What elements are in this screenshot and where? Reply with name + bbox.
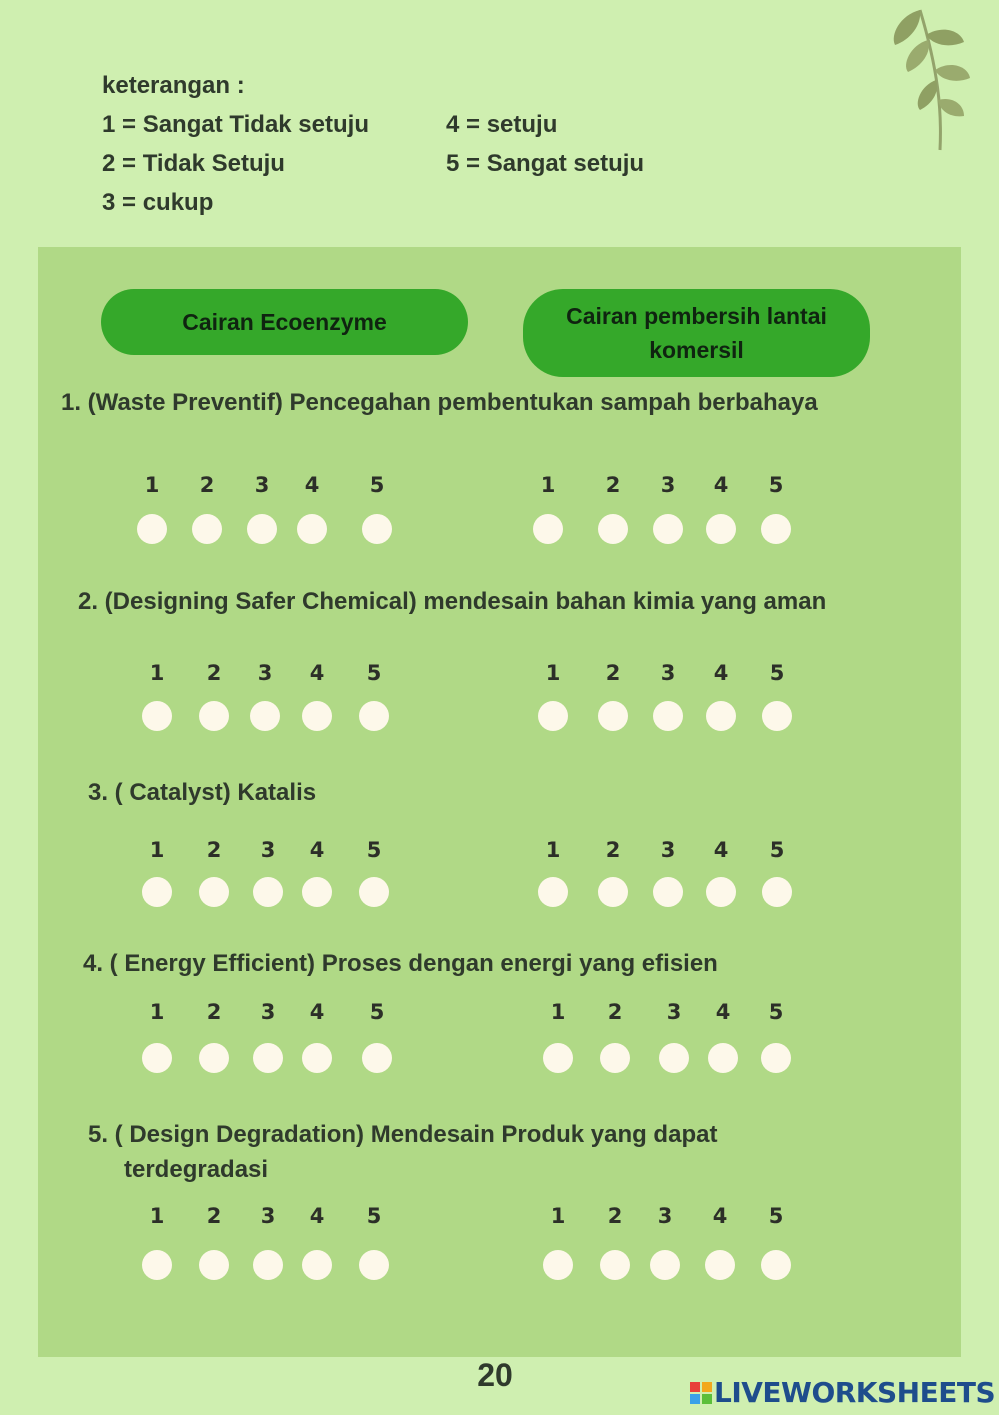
question-5: 5. ( Design Degradation) Mendesain Produk yang dapat	[88, 1121, 718, 1148]
scale-label: 5	[768, 473, 784, 497]
rating-radio-q3-left-2[interactable]	[199, 877, 229, 907]
scale-label: 4	[713, 473, 729, 497]
rating-radio-q4-right-3[interactable]	[659, 1043, 689, 1073]
scale-label: 4	[713, 661, 729, 685]
scale-label: 5	[769, 661, 785, 685]
rating-radio-q5-right-5[interactable]	[761, 1250, 791, 1280]
scale-label: 4	[712, 1204, 728, 1228]
column-header-commercial-cleaner: Cairan pembersih lantai komersil	[523, 289, 870, 377]
scale-label: 1	[149, 838, 165, 862]
scale-label: 4	[309, 1204, 325, 1228]
rating-radio-q3-left-3[interactable]	[253, 877, 283, 907]
scale-label: 1	[149, 661, 165, 685]
liveworksheets-logo-icon	[690, 1382, 712, 1404]
rating-radio-q5-right-3[interactable]	[650, 1250, 680, 1280]
scale-label: 4	[713, 838, 729, 862]
rating-radio-q5-left-5[interactable]	[359, 1250, 389, 1280]
scale-label: 5	[366, 838, 382, 862]
rating-radio-q2-right-1[interactable]	[538, 701, 568, 731]
scale-label: 4	[715, 1000, 731, 1024]
scale-label: 2	[607, 1204, 623, 1228]
rating-radio-q5-right-1[interactable]	[543, 1250, 573, 1280]
rating-radio-q5-right-2[interactable]	[600, 1250, 630, 1280]
scale-label: 1	[149, 1204, 165, 1228]
scale-label: 3	[660, 661, 676, 685]
scale-label: 1	[144, 473, 160, 497]
rating-radio-q3-right-2[interactable]	[598, 877, 628, 907]
rating-radio-q1-right-4[interactable]	[706, 514, 736, 544]
scale-label: 3	[260, 1204, 276, 1228]
scale-label: 1	[550, 1204, 566, 1228]
rating-radio-q4-right-5[interactable]	[761, 1043, 791, 1073]
rating-radio-q1-right-5[interactable]	[761, 514, 791, 544]
scale-label: 1	[545, 661, 561, 685]
rating-radio-q3-right-5[interactable]	[762, 877, 792, 907]
question-3: 3. ( Catalyst) Katalis	[88, 779, 317, 806]
scale-label: 2	[605, 838, 621, 862]
rating-radio-q2-left-4[interactable]	[302, 701, 332, 731]
scale-label: 3	[666, 1000, 682, 1024]
rating-radio-q3-right-3[interactable]	[653, 877, 683, 907]
legend-item: 1 = Sangat Tidak setuju	[102, 111, 369, 138]
scale-label: 3	[260, 1000, 276, 1024]
rating-radio-q4-right-2[interactable]	[600, 1043, 630, 1073]
legend-item: 2 = Tidak Setuju	[102, 150, 285, 177]
scale-label: 1	[545, 838, 561, 862]
scale-label: 5	[366, 1204, 382, 1228]
column-header-ecoenzyme: Cairan Ecoenzyme	[101, 289, 468, 355]
rating-radio-q4-right-1[interactable]	[543, 1043, 573, 1073]
rating-radio-q5-right-4[interactable]	[705, 1250, 735, 1280]
scale-label: 5	[369, 1000, 385, 1024]
scale-label: 3	[657, 1204, 673, 1228]
scale-label: 2	[206, 1204, 222, 1228]
rating-radio-q3-left-4[interactable]	[302, 877, 332, 907]
scale-label: 3	[254, 473, 270, 497]
scale-label: 2	[206, 1000, 222, 1024]
rating-radio-q2-left-5[interactable]	[359, 701, 389, 731]
rating-radio-q5-left-1[interactable]	[142, 1250, 172, 1280]
scale-label: 4	[309, 1000, 325, 1024]
question-4: 4. ( Energy Efficient) Proses dengan energi yang efisien	[83, 950, 718, 977]
scale-label: 5	[369, 473, 385, 497]
rating-radio-q1-left-1[interactable]	[137, 514, 167, 544]
scale-label: 4	[309, 838, 325, 862]
rating-radio-q5-left-4[interactable]	[302, 1250, 332, 1280]
rating-radio-q3-left-5[interactable]	[359, 877, 389, 907]
scale-label: 5	[366, 661, 382, 685]
scale-label: 3	[660, 473, 676, 497]
rating-radio-q4-left-2[interactable]	[199, 1043, 229, 1073]
liveworksheets-logo	[690, 1376, 995, 1409]
scale-label: 2	[607, 1000, 623, 1024]
rating-radio-q1-left-3[interactable]	[247, 514, 277, 544]
rating-radio-q1-left-2[interactable]	[192, 514, 222, 544]
page-number: 20	[477, 1357, 513, 1393]
leaf-branch-icon	[880, 0, 980, 160]
rating-radio-q2-right-5[interactable]	[762, 701, 792, 731]
rating-radio-q4-right-4[interactable]	[708, 1043, 738, 1073]
scale-label: 2	[199, 473, 215, 497]
rating-radio-q3-right-4[interactable]	[706, 877, 736, 907]
brand-text: LIVEWORKSHEETS	[714, 1376, 996, 1409]
scale-label: 2	[206, 661, 222, 685]
rating-radio-q2-right-2[interactable]	[598, 701, 628, 731]
rating-radio-q2-left-3[interactable]	[250, 701, 280, 731]
scale-label: 2	[605, 473, 621, 497]
rating-radio-q1-right-3[interactable]	[653, 514, 683, 544]
legend-item: 3 = cukup	[102, 189, 214, 216]
rating-radio-q2-right-3[interactable]	[653, 701, 683, 731]
rating-radio-q1-left-5[interactable]	[362, 514, 392, 544]
rating-radio-q4-left-3[interactable]	[253, 1043, 283, 1073]
rating-radio-q5-left-3[interactable]	[253, 1250, 283, 1280]
legend-item: 5 = Sangat setuju	[446, 150, 645, 177]
rating-radio-q4-left-5[interactable]	[362, 1043, 392, 1073]
legend-item: 4 = setuju	[446, 111, 558, 138]
rating-radio-q3-left-1[interactable]	[142, 877, 172, 907]
rating-radio-q4-left-1[interactable]	[142, 1043, 172, 1073]
scale-label: 4	[309, 661, 325, 685]
rating-radio-q1-left-4[interactable]	[297, 514, 327, 544]
scale-label: 5	[768, 1204, 784, 1228]
scale-label: 1	[540, 473, 556, 497]
scale-label: 4	[304, 473, 320, 497]
scale-label: 2	[206, 838, 222, 862]
question-5-continued: terdegradasi	[124, 1156, 269, 1183]
rating-radio-q2-left-1[interactable]	[142, 701, 172, 731]
rating-radio-q5-left-2[interactable]	[199, 1250, 229, 1280]
scale-label: 5	[769, 838, 785, 862]
scale-label: 1	[550, 1000, 566, 1024]
rating-radio-q3-right-1[interactable]	[538, 877, 568, 907]
rating-radio-q2-left-2[interactable]	[199, 701, 229, 731]
scale-label: 2	[605, 661, 621, 685]
scale-label: 5	[768, 1000, 784, 1024]
rating-radio-q1-right-1[interactable]	[533, 514, 563, 544]
scale-label: 1	[149, 1000, 165, 1024]
question-1: 1. (Waste Preventif) Pencegahan pembentukan sampah berbahaya	[61, 389, 818, 416]
rating-radio-q4-left-4[interactable]	[302, 1043, 332, 1073]
rating-radio-q2-right-4[interactable]	[706, 701, 736, 731]
scale-label: 3	[660, 838, 676, 862]
rating-radio-q1-right-2[interactable]	[598, 514, 628, 544]
question-2: 2. (Designing Safer Chemical) mendesain bahan kimia yang aman	[78, 588, 827, 615]
legend-title: keterangan :	[102, 72, 245, 99]
scale-label: 3	[260, 838, 276, 862]
scale-label: 3	[257, 661, 273, 685]
